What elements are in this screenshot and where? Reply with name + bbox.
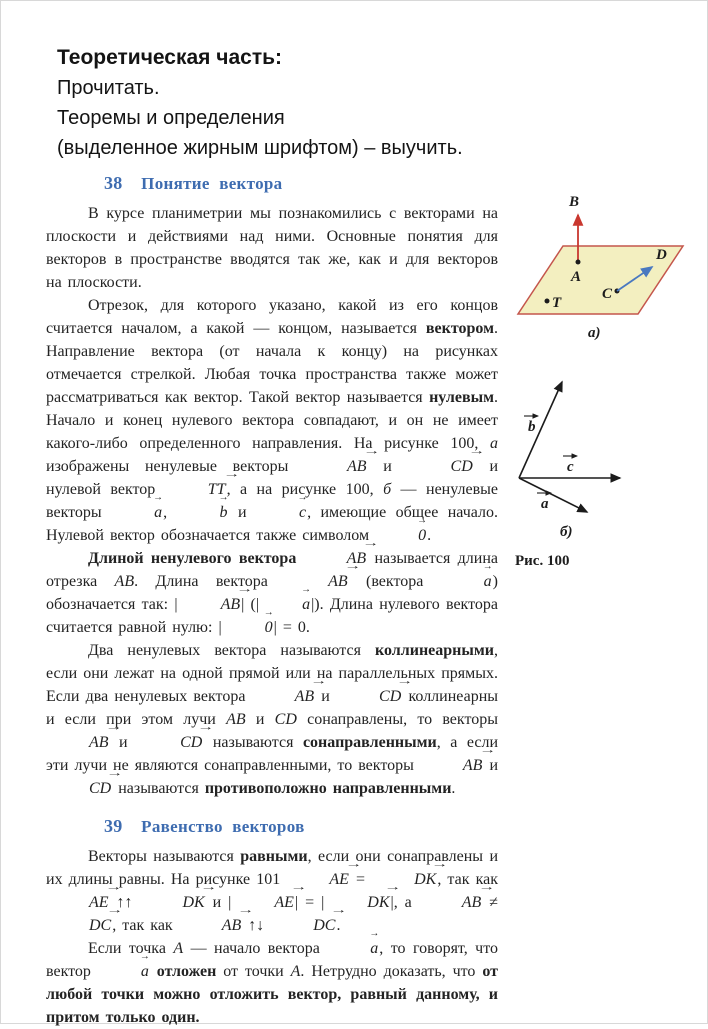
section-39-title: Равенство векторов: [141, 817, 305, 836]
vector-b-arrow: [519, 382, 562, 478]
section-39-paragraph-1: Векторы называются равными, если они сонаправлены и их длины равны. На рисунке 101 → AE = → DK, так как → AE ↑↑ → DK и | → AE| = | → DK|, а → AB ≠ → DC, так как → AB ↑↓ → DC.: [46, 845, 498, 937]
point-t-dot: [545, 299, 550, 304]
header-line-1: Прочитать.: [57, 77, 160, 99]
section-39-paragraph-2: Если точка A — начало вектора → a, то говорят, что вектор → a отложен от точки A. Нетрудно доказать, что от любой точки можно отложить вектор, равный данному, и притом только один.: [46, 937, 498, 1029]
textbook-scan: [46, 172, 498, 1029]
section-38-paragraph-1: В курсе планиметрии мы познакомились с векторами на плоскости и действиями над ними. Основные понятия для векторов в пространстве вводятся так же, как и для векторов на плоскости.: [46, 205, 498, 291]
subfigure-b-label: б): [560, 524, 573, 540]
point-a-label: A: [571, 269, 582, 285]
vector-a-arrow: [519, 478, 587, 512]
section-38-paragraph-3: Длиной ненулевого вектора → AB называется длина отрезка AB. Длина вектора → AB (вектора → a) обозначается так: | → AB| (| → a|). Длина нулевого вектора считается равной нулю: | → 0| = 0.: [46, 547, 498, 639]
point-a-dot: [576, 260, 581, 265]
section-39-number: 39: [104, 816, 123, 836]
vector-b-label: b: [528, 419, 536, 435]
header-line-2: Теоремы и определения: [57, 107, 285, 129]
header-title: Теоретическая часть:: [57, 46, 283, 69]
vector-a-label: a: [541, 496, 549, 512]
point-t-label: T: [552, 295, 562, 311]
section-38-heading: [104, 172, 498, 195]
point-c-label: C: [602, 286, 613, 302]
figure-caption: Рис. 100: [515, 553, 570, 569]
header-line-3: (выделенное жирным шрифтом) – выучить.: [57, 137, 463, 159]
point-d-label: D: [656, 247, 667, 263]
point-b-label: B: [569, 194, 580, 210]
section-39-heading: [104, 815, 498, 838]
section-38-paragraph-2: Отрезок, для которого указано, какой из его концов считается началом, а какой — концом, называется вектором. Направление вектора (от начала к концу) на рисунках отмечается стрелкой. Любая точка пространства также может рассматриваться как вектор. Такой вектор называется нулевым. Начало и конец нулевого вектора совпадают, и он не имеет какого-либо определенного направления. На рисунке 100, а изображены ненулевые векторы → AB и → CD и нулевой вектор → TT, а на рисунке 100, б — ненулевые векторы → a, → b и → c, имеющие общее начало. Нулевой вектор обозначается также символом → 0.: [46, 294, 498, 547]
figure-100: [505, 170, 705, 582]
section-38-title: Понятие вектора: [141, 174, 283, 193]
vector-c-label: c: [567, 459, 574, 475]
section-38-paragraph-4: Два ненулевых вектора называются коллинеарными, если они лежат на одной прямой или на параллельных прямых. Если два ненулевых вектора → AB и → CD коллинеарны и если при этом лучи AB и CD сонаправлены, то векторы → AB и → CD называются сонаправленными, а если эти лучи не являются сонаправленными, то векторы → AB и → CD называются противоположно направленными.: [46, 639, 498, 800]
subfigure-a-label: а): [588, 325, 601, 341]
figure-100-svg: [505, 170, 705, 582]
assignment-header: [57, 42, 463, 163]
section-38-number: 38: [104, 173, 123, 193]
